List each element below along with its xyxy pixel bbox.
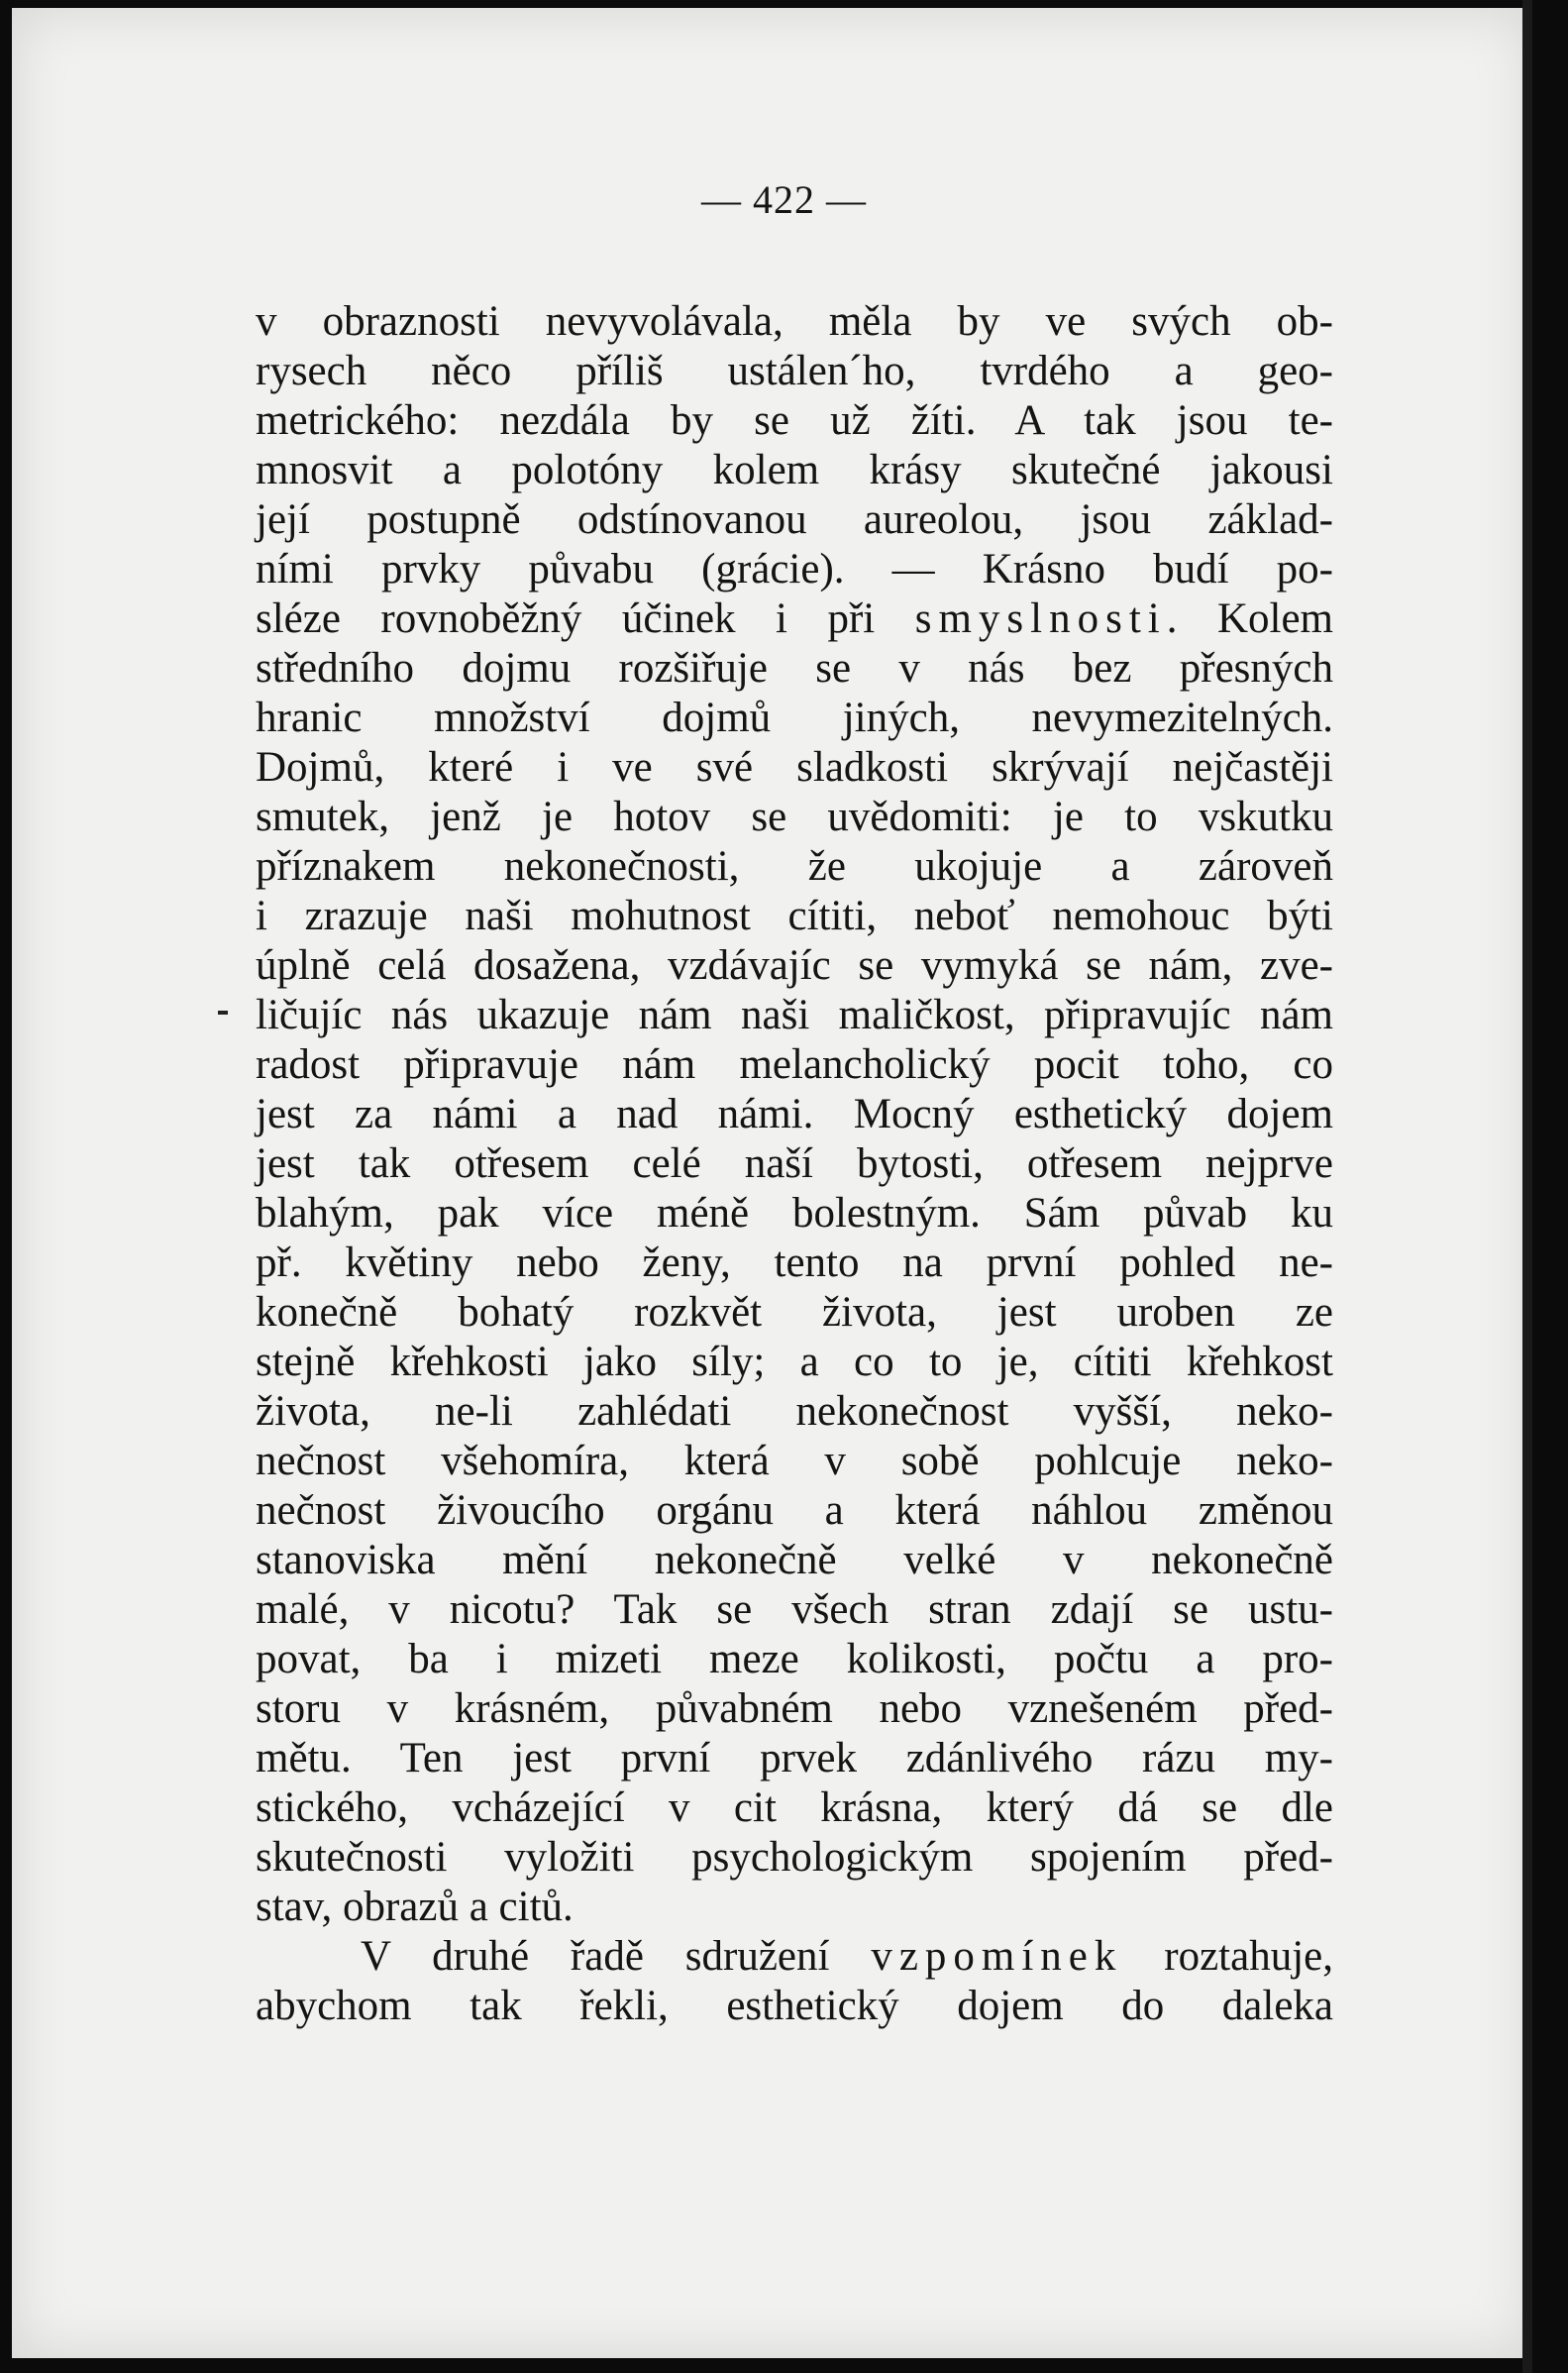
text-line: mětu. Ten jest první prvek zdánlivého rázu my- bbox=[256, 1735, 1333, 1781]
text-line bbox=[256, 594, 1333, 644]
text-line: rysech něco příliš ustálen´ho, tvrdého a geo- bbox=[256, 348, 1333, 394]
text-line: smutek, jenž je hotov se uvědomiti: je to vskutku bbox=[256, 794, 1333, 840]
text-line: nečnost všehomíra, která v sobě pohlcuje neko- bbox=[256, 1438, 1333, 1484]
text-line: příznakem nekonečnosti, že ukojuje a zároveň bbox=[256, 843, 1333, 890]
text-line: nečnost živoucího orgánu a která náhlou změnou bbox=[256, 1487, 1333, 1534]
text-line: povat, ba i mizeti meze kolikosti, počtu a pro- bbox=[256, 1636, 1333, 1682]
spaced-word: vzpomínek bbox=[871, 1933, 1123, 1980]
text-line: stejně křehkosti jako síly; a co to je, cítiti křehkost bbox=[256, 1339, 1333, 1385]
text-line: života, ne-li zahlédati nekonečnost vyšší, neko- bbox=[256, 1388, 1333, 1435]
paragraph-first-line bbox=[256, 1932, 1333, 1982]
text-line: malé, v nicotu? Tak se všech stran zdají se ustu- bbox=[256, 1586, 1333, 1633]
spaced-word: smyslnosti bbox=[914, 595, 1167, 642]
text-line: jest za námi a nad námi. Mocný esthetický dojem bbox=[256, 1091, 1333, 1137]
text-line: metrického: nezdála by se už žíti. A tak jsou te- bbox=[256, 397, 1333, 444]
text-line: př. květiny nebo ženy, tento na první pohled ne- bbox=[256, 1240, 1333, 1286]
text-line: ličujíc nás ukazuje nám naši maličkost, připravujíc nám bbox=[256, 992, 1333, 1038]
text-fragment: . Kolem bbox=[1166, 595, 1333, 642]
text-line: abychom tak řekli, esthetický dojem do daleka bbox=[256, 1983, 1333, 2029]
text-line: stického, vcházející v cit krásna, který dá se dle bbox=[256, 1784, 1333, 1831]
text-fragment: sléze rovnoběžný účinek i při bbox=[256, 595, 915, 642]
text-line: radost připravuje nám melancholický pocit toho, co bbox=[256, 1041, 1333, 1088]
text-line: hranic množství dojmů jiných, nevymezitelných. bbox=[256, 695, 1333, 741]
text-line: storu v krásném, půvabném nebo vznešeném před- bbox=[256, 1685, 1333, 1732]
text-line: blahým, pak více méně bolestným. Sám půvab ku bbox=[256, 1190, 1333, 1237]
text-line: úplně celá dosažena, vzdávajíc se vymyká se nám, zve- bbox=[256, 942, 1333, 989]
body-text bbox=[256, 297, 1333, 2031]
text-line: její postupně odstínovanou aureolou, jsou základ- bbox=[256, 496, 1333, 543]
text-line: Dojmů, které i ve své sladkosti skrývají nejčastěji bbox=[256, 744, 1333, 791]
text-fragment: roztahuje, bbox=[1122, 1933, 1333, 1980]
text-line: ními prvky půvabu (grácie). — Krásno budí po- bbox=[256, 546, 1333, 593]
page-edge-shadow bbox=[1522, 0, 1532, 2373]
text-line: stanoviska mění nekonečně velké v nekonečně bbox=[256, 1537, 1333, 1583]
text-line: skutečnosti vyložiti psychologickým spojením před- bbox=[256, 1834, 1333, 1881]
text-line: stav, obrazů a citů. bbox=[256, 1884, 574, 1930]
text-line: jest tak otřesem celé naší bytosti, otřesem nejprve bbox=[256, 1140, 1333, 1187]
margin-mark bbox=[218, 1011, 228, 1015]
text-line: středního dojmu rozšiřuje se v nás bez přesných bbox=[256, 645, 1333, 692]
text-fragment: V druhé řadě sdružení bbox=[361, 1933, 872, 1980]
text-line: i zrazuje naši mohutnost cítiti, neboť nemohouc býti bbox=[256, 893, 1333, 939]
text-line: mnosvit a polotóny kolem krásy skutečné jakousi bbox=[256, 447, 1333, 493]
page-number: — 422 — bbox=[701, 177, 867, 222]
text-line: v obraznosti nevyvolávala, měla by ve svých ob- bbox=[256, 298, 1333, 345]
text-line: konečně bohatý rozkvět života, jest uroben ze bbox=[256, 1289, 1333, 1336]
